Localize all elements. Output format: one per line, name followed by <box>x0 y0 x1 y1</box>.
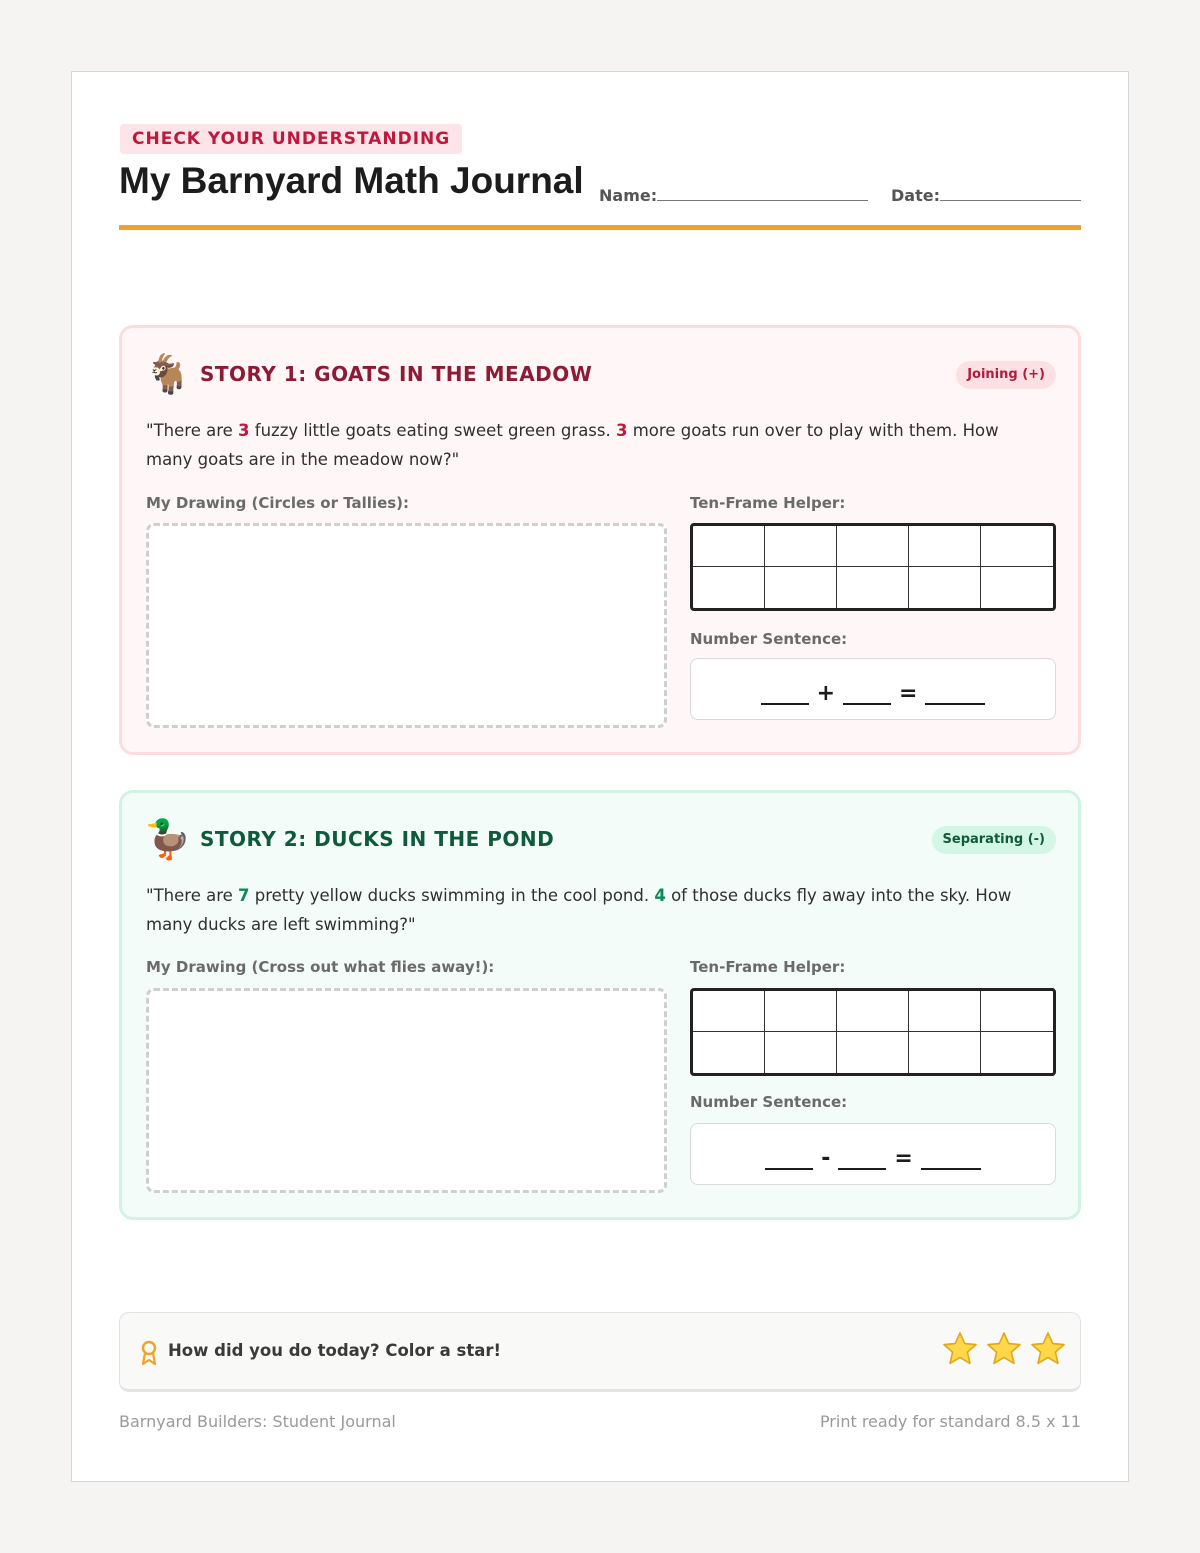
date-label: Date: <box>891 186 940 205</box>
goat-icon: 🐐 <box>144 352 192 396</box>
drawing-area[interactable] <box>146 523 667 728</box>
ten-frame-cell[interactable] <box>765 526 837 567</box>
subtrahend-blank[interactable] <box>838 1146 886 1170</box>
answer-blank[interactable] <box>921 1146 981 1170</box>
drawing-label: My Drawing (Circles or Tallies): <box>146 494 410 512</box>
story-text: "There are 7 pretty yellow ducks swimming in the cool pond. 4 of those ducks fly away into the sky. How many ducks are left swimming?" <box>146 886 1012 934</box>
ten-frame-cell[interactable] <box>909 991 981 1032</box>
ten-frame[interactable] <box>690 988 1056 1076</box>
operator-sign: + <box>816 680 835 706</box>
number-sentence-label: Number Sentence: <box>690 630 848 648</box>
ten-frame-cell[interactable] <box>837 991 909 1032</box>
number-sentence-label: Number Sentence: <box>690 1093 848 1111</box>
operation-badge: Joining (+) <box>956 361 1056 389</box>
ten-frame-cell[interactable] <box>909 1032 981 1073</box>
ten-frame-cell[interactable] <box>837 1032 909 1073</box>
ten-frame-cell[interactable] <box>693 991 765 1032</box>
footer-title: Barnyard Builders: Student Journal <box>119 1412 396 1431</box>
equals-sign: = <box>899 680 918 706</box>
equals-sign: = <box>894 1145 913 1171</box>
ten-frame-cell[interactable] <box>909 567 981 608</box>
number-sentence-box <box>690 1123 1056 1185</box>
star-icon[interactable] <box>986 1331 1022 1367</box>
ten-frame-cell[interactable] <box>693 526 765 567</box>
rating-prompt: How did you do today? Color a star! <box>168 1341 502 1360</box>
ten-frame-label: Ten-Frame Helper: <box>690 494 846 512</box>
story-card-ducks <box>119 790 1081 1220</box>
name-label: Name: <box>599 186 658 205</box>
addend-blank[interactable] <box>761 681 809 705</box>
ten-frame-cell[interactable] <box>765 1032 837 1073</box>
ten-frame[interactable] <box>690 523 1056 611</box>
drawing-label: My Drawing (Cross out what flies away!): <box>146 958 495 976</box>
footer-print-note: Print ready for standard 8.5 x 11 <box>819 1412 1081 1431</box>
ten-frame-cell[interactable] <box>693 1032 765 1073</box>
story-title: STORY 2: DUCKS IN THE POND <box>200 827 555 851</box>
ten-frame-cell[interactable] <box>837 526 909 567</box>
story-number: 7 <box>238 886 250 905</box>
operator-sign: - <box>821 1145 831 1171</box>
eyebrow-label: CHECK YOUR UNDERSTANDING <box>120 124 462 154</box>
ten-frame-cell[interactable] <box>765 567 837 608</box>
name-field[interactable] <box>657 200 868 201</box>
drawing-area[interactable] <box>146 988 667 1193</box>
ten-frame-cell[interactable] <box>765 991 837 1032</box>
self-rating-bar <box>119 1312 1081 1392</box>
operation-badge: Separating (-) <box>932 826 1056 854</box>
ten-frame-cell[interactable] <box>981 991 1053 1032</box>
award-ribbon-icon <box>140 1340 158 1366</box>
story-number: 3 <box>238 421 250 440</box>
minuend-blank[interactable] <box>765 1146 813 1170</box>
story-card-goats <box>119 325 1081 755</box>
star-icon[interactable] <box>1030 1331 1066 1367</box>
ten-frame-cell[interactable] <box>981 526 1053 567</box>
star-rating <box>942 1331 1066 1367</box>
star-icon[interactable] <box>942 1331 978 1367</box>
ten-frame-cell[interactable] <box>837 567 909 608</box>
answer-blank[interactable] <box>925 681 985 705</box>
ten-frame-cell[interactable] <box>693 567 765 608</box>
page-title: My Barnyard Math Journal <box>119 160 584 201</box>
story-number: 3 <box>616 421 628 440</box>
ten-frame-cell[interactable] <box>981 1032 1053 1073</box>
story-text: "There are 3 fuzzy little goats eating sweet green grass. 3 more goats run over to play with them. How many goats are in the meadow now?" <box>146 421 999 469</box>
ten-frame-cell[interactable] <box>909 526 981 567</box>
worksheet-page <box>71 71 1129 1482</box>
story-number: 4 <box>654 886 666 905</box>
ten-frame-label: Ten-Frame Helper: <box>690 958 846 976</box>
story-title: STORY 1: GOATS IN THE MEADOW <box>200 362 593 386</box>
addend-blank[interactable] <box>843 681 891 705</box>
number-sentence-box <box>690 658 1056 720</box>
header-divider <box>119 225 1081 230</box>
date-field[interactable] <box>940 200 1081 201</box>
ten-frame-cell[interactable] <box>981 567 1053 608</box>
duck-icon: 🦆 <box>144 817 192 861</box>
